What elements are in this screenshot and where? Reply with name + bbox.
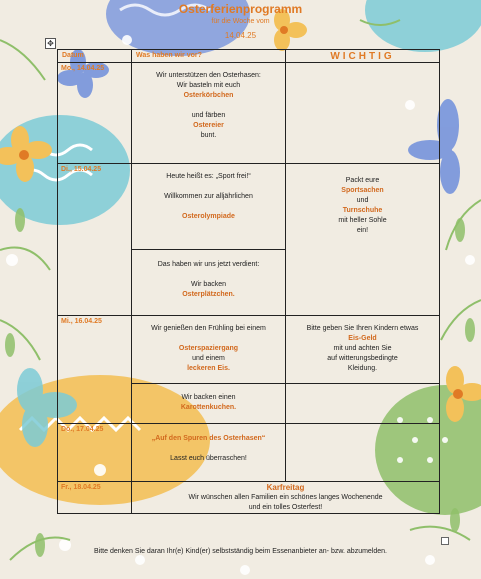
notes-cell [286,316,440,384]
highlight-text: Osterplätzchen. [182,291,235,298]
table-row [58,63,440,164]
highlight-text: Ostereier [193,122,224,129]
activity-cell [132,250,286,316]
text-line: Wir backen [190,281,226,288]
table-move-handle-icon[interactable]: ✥ [45,38,56,49]
text-line: Heute heißt es: „Sport frei!“ [166,173,251,180]
activity-cell [132,316,286,384]
text-line: Das haben wir uns jetzt verdient: [157,261,260,268]
day-date: Do., 17.04.25 [58,424,132,482]
table-row [58,164,440,250]
highlight-text: Turnschuhe [342,207,383,214]
text-line: mit und achten Sie [333,345,392,352]
highlight-text: leckeren Eis. [187,365,230,372]
table-row [58,482,440,514]
friday-cell [132,482,440,514]
day-date: Di., 15.04.25 [58,164,132,316]
notes-cell [286,424,440,482]
highlight-text: Osterspaziergang [178,345,239,352]
text-line: Lasst euch überraschen! [170,455,247,462]
notes-cell [286,63,440,164]
text-line: und einem [192,355,225,362]
table-row [58,424,440,482]
day-date: Mo., 14.04.25 [58,63,132,164]
column-header-important: WICHTIG [286,50,440,63]
text-line: Bitte geben Sie Ihren Kindern etwas [306,325,419,332]
highlight-text: Karfreitag [266,483,305,492]
table-header-row [58,50,440,63]
column-header-date: Datum [58,50,132,63]
text-line: Wir unterstützen den Osterhasen: [156,72,261,79]
highlight-text: Osterolympiade [182,213,235,220]
highlight-text: Sportsachen [341,187,384,194]
table-resize-handle[interactable] [441,537,449,545]
text-line: Packt eure [345,177,380,184]
highlight-text: Osterkörbchen [183,92,234,99]
text-line: Wir wünschen allen Familien ein schönes langes Wochenende [188,494,383,501]
text-line: Wir backen einen [181,394,236,401]
text-line: ein! [356,227,369,234]
text-line: mit heller Sohle [338,217,387,224]
column-header-plan: Was haben wir vor? [132,50,286,63]
footer-note: Bitte denken Sie daran Ihr(e) Kind(er) selbstständig beim Essenanbieter an- bzw. abzumelden. [94,548,387,555]
text-line: und [356,197,369,204]
day-date: Fr., 18.04.25 [58,482,132,514]
activity-cell [132,63,286,164]
text-line: Willkommen zur alljährlichen [164,193,253,200]
text-line: Wir genießen den Frühling bei einem [151,325,266,332]
text-line: bunt. [200,132,217,139]
table-row [58,316,440,384]
activity-cell [132,424,286,482]
highlight-text: Karottenkuchen. [180,404,237,411]
text-line: und ein tolles Osterfest! [248,504,323,511]
schedule-table [57,49,440,514]
date-range: 14.04.25 [224,31,257,40]
notes-cell [286,164,440,316]
activity-cell [132,384,286,424]
text-line: und färben [191,112,226,119]
page-subtitle: für die Woche vom [211,18,270,25]
activity-cell [132,164,286,250]
page-title: Osterferienprogramm [178,2,303,16]
text-line: Wir basteln mit euch [176,82,241,89]
text-line: Kleidung. [347,365,378,372]
highlight-text: „Auf den Spuren des Osterhasen“ [151,435,266,442]
text-line: auf witterungsbedingte [327,355,398,362]
day-date: Mi., 16.04.25 [58,316,132,424]
notes-cell [286,384,440,424]
highlight-text: Eis-Geld [348,335,377,342]
